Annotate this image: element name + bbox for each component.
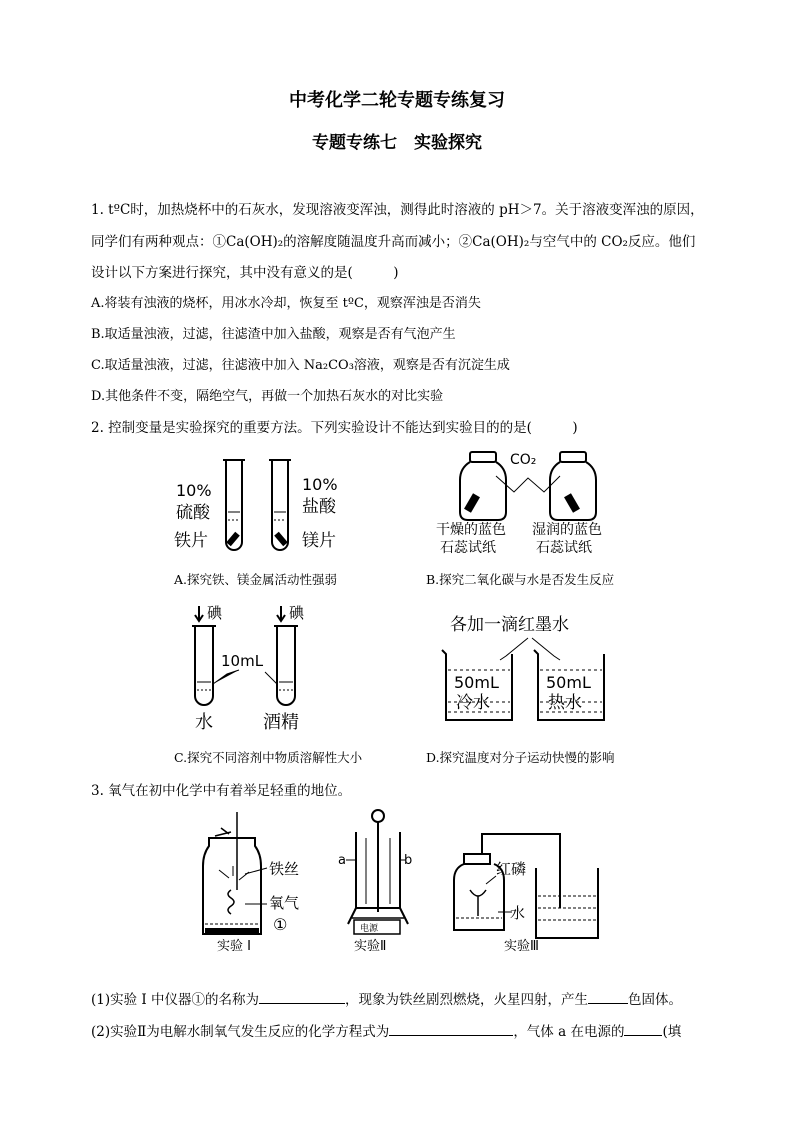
fig-a-right-concentration: 10% — [302, 475, 338, 494]
q1-stem-line3: 设计以下方案进行探究，其中没有意义的是( ) — [91, 265, 399, 281]
fig-c-alcohol: 酒精 — [263, 712, 299, 733]
fig3-2-caption: 实验Ⅱ — [354, 939, 387, 953]
figure-c-dissolution — [185, 600, 335, 735]
fig3-2-power-supply: 电源 — [360, 924, 379, 934]
fig-b-left-line1: 干燥的蓝色 — [436, 522, 506, 538]
fig-b-right-line2: 石蕊试纸 — [536, 540, 592, 556]
q3-blank-solid-color[interactable] — [588, 991, 628, 1004]
q2-caption-d: D.探究温度对分子运动快慢的影响 — [426, 750, 615, 765]
q2-stem: 2. 控制变量是实验探究的重要方法。下列实验设计不能达到实验目的的是( ) — [91, 420, 578, 436]
q3-stem: 3. 氧气在初中化学中有着举足轻重的地位。 — [91, 783, 352, 799]
fig3-3-caption: 实验Ⅲ — [504, 939, 539, 953]
q1-stem-line2: 同学们有两种观点：①Ca(OH)₂的溶解度随温度升高而减小；②Ca(OH)₂与空气中的 CO₂反应。他们 — [91, 234, 696, 250]
fig-a-left-metal: 铁片 — [174, 531, 208, 551]
fig-a-right-metal: 镁片 — [302, 531, 336, 551]
q2-caption-b: B.探究二氧化碳与水是否发生反应 — [426, 572, 615, 587]
figure-3-experiment-3 — [448, 808, 608, 953]
q1-option-c: C.取适量浊液，过滤，往滤液中加入 Na₂CO₃溶液，观察是否有沉淀生成 — [91, 358, 510, 373]
q3-blank-electrode[interactable] — [624, 1023, 662, 1036]
fig3-1-iron-wire: 铁丝 — [269, 860, 300, 878]
fig-d-top-label: 各加一滴红墨水 — [450, 615, 569, 635]
fig3-1-caption: 实验 I — [217, 939, 251, 953]
fig-d-left-volume: 50mL — [454, 673, 499, 692]
page-title: 中考化学二轮专题专练复习 — [289, 90, 505, 111]
q3-blank-instrument-name[interactable] — [259, 991, 345, 1004]
fig-c-iodine-left: 碘 — [207, 604, 223, 622]
figure-d-beakers — [440, 608, 630, 733]
q1-stem-line1: 1. tºC时，加热烧杯中的石灰水，发现溶液变浑浊，测得此时溶液的 pH＞7。关于溶液变浑浊的原因， — [91, 202, 704, 218]
fig3-3-red-phosphorus: 红磷 — [496, 860, 527, 878]
figure-b-bottles — [432, 446, 632, 561]
fig-b-right-line1: 湿润的蓝色 — [532, 522, 602, 538]
fig3-2-gas-a: a — [338, 853, 346, 868]
figure-3-experiment-2 — [332, 808, 432, 953]
q2-caption-a: A.探究铁、镁金属活动性强弱 — [174, 572, 338, 587]
q1-option-d: D.其他条件不变，隔绝空气，再做一个加热石灰水的对比实验 — [91, 389, 444, 404]
figure-3-experiment-1 — [195, 808, 315, 953]
fig-a-left-acid: 硫酸 — [176, 503, 210, 523]
fig-c-iodine-right: 碘 — [289, 604, 305, 622]
q3-blank-equation[interactable] — [389, 1023, 513, 1036]
fig3-3-water: 水 — [510, 904, 526, 922]
page-subtitle: 专题专练七 实验探究 — [312, 133, 482, 153]
fig-d-right-volume: 50mL — [546, 673, 591, 692]
q2-caption-c: C.探究不同溶剂中物质溶解性大小 — [174, 750, 363, 765]
fig-a-left-concentration: 10% — [176, 481, 212, 500]
fig3-1-instrument-number: ① — [273, 915, 288, 934]
fig-c-water: 水 — [195, 712, 213, 733]
q3-part-2: (2)实验Ⅱ为电解水制氧气发生反应的化学方程式为 ，气体 a 在电源的 (填 — [91, 1024, 682, 1040]
figure-a-test-tubes — [170, 450, 360, 560]
fig-c-volume: 10mL — [221, 652, 264, 670]
fig3-1-oxygen: 氧气 — [269, 894, 300, 912]
q1-option-a: A.将装有浊液的烧杯，用冰水冷却，恢复至 tºC，观察浑浊是否消失 — [91, 296, 481, 311]
fig-a-right-acid: 盐酸 — [302, 497, 336, 517]
fig-b-left-line2: 石蕊试纸 — [440, 540, 496, 556]
fig-d-hot-water: 热水 — [548, 693, 582, 713]
fig3-2-gas-b: b — [404, 853, 413, 868]
fig-b-co2-label: CO₂ — [510, 452, 537, 468]
q3-part-1: (1)实验 I 中仪器①的名称为 ，现象为铁丝剧烈燃烧，火星四射，产生 色固体。 — [91, 992, 683, 1008]
fig-d-cold-water: 冷水 — [456, 693, 490, 713]
q1-option-b: B.取适量浊液，过滤，往滤渣中加入盐酸，观察是否有气泡产生 — [91, 327, 456, 342]
